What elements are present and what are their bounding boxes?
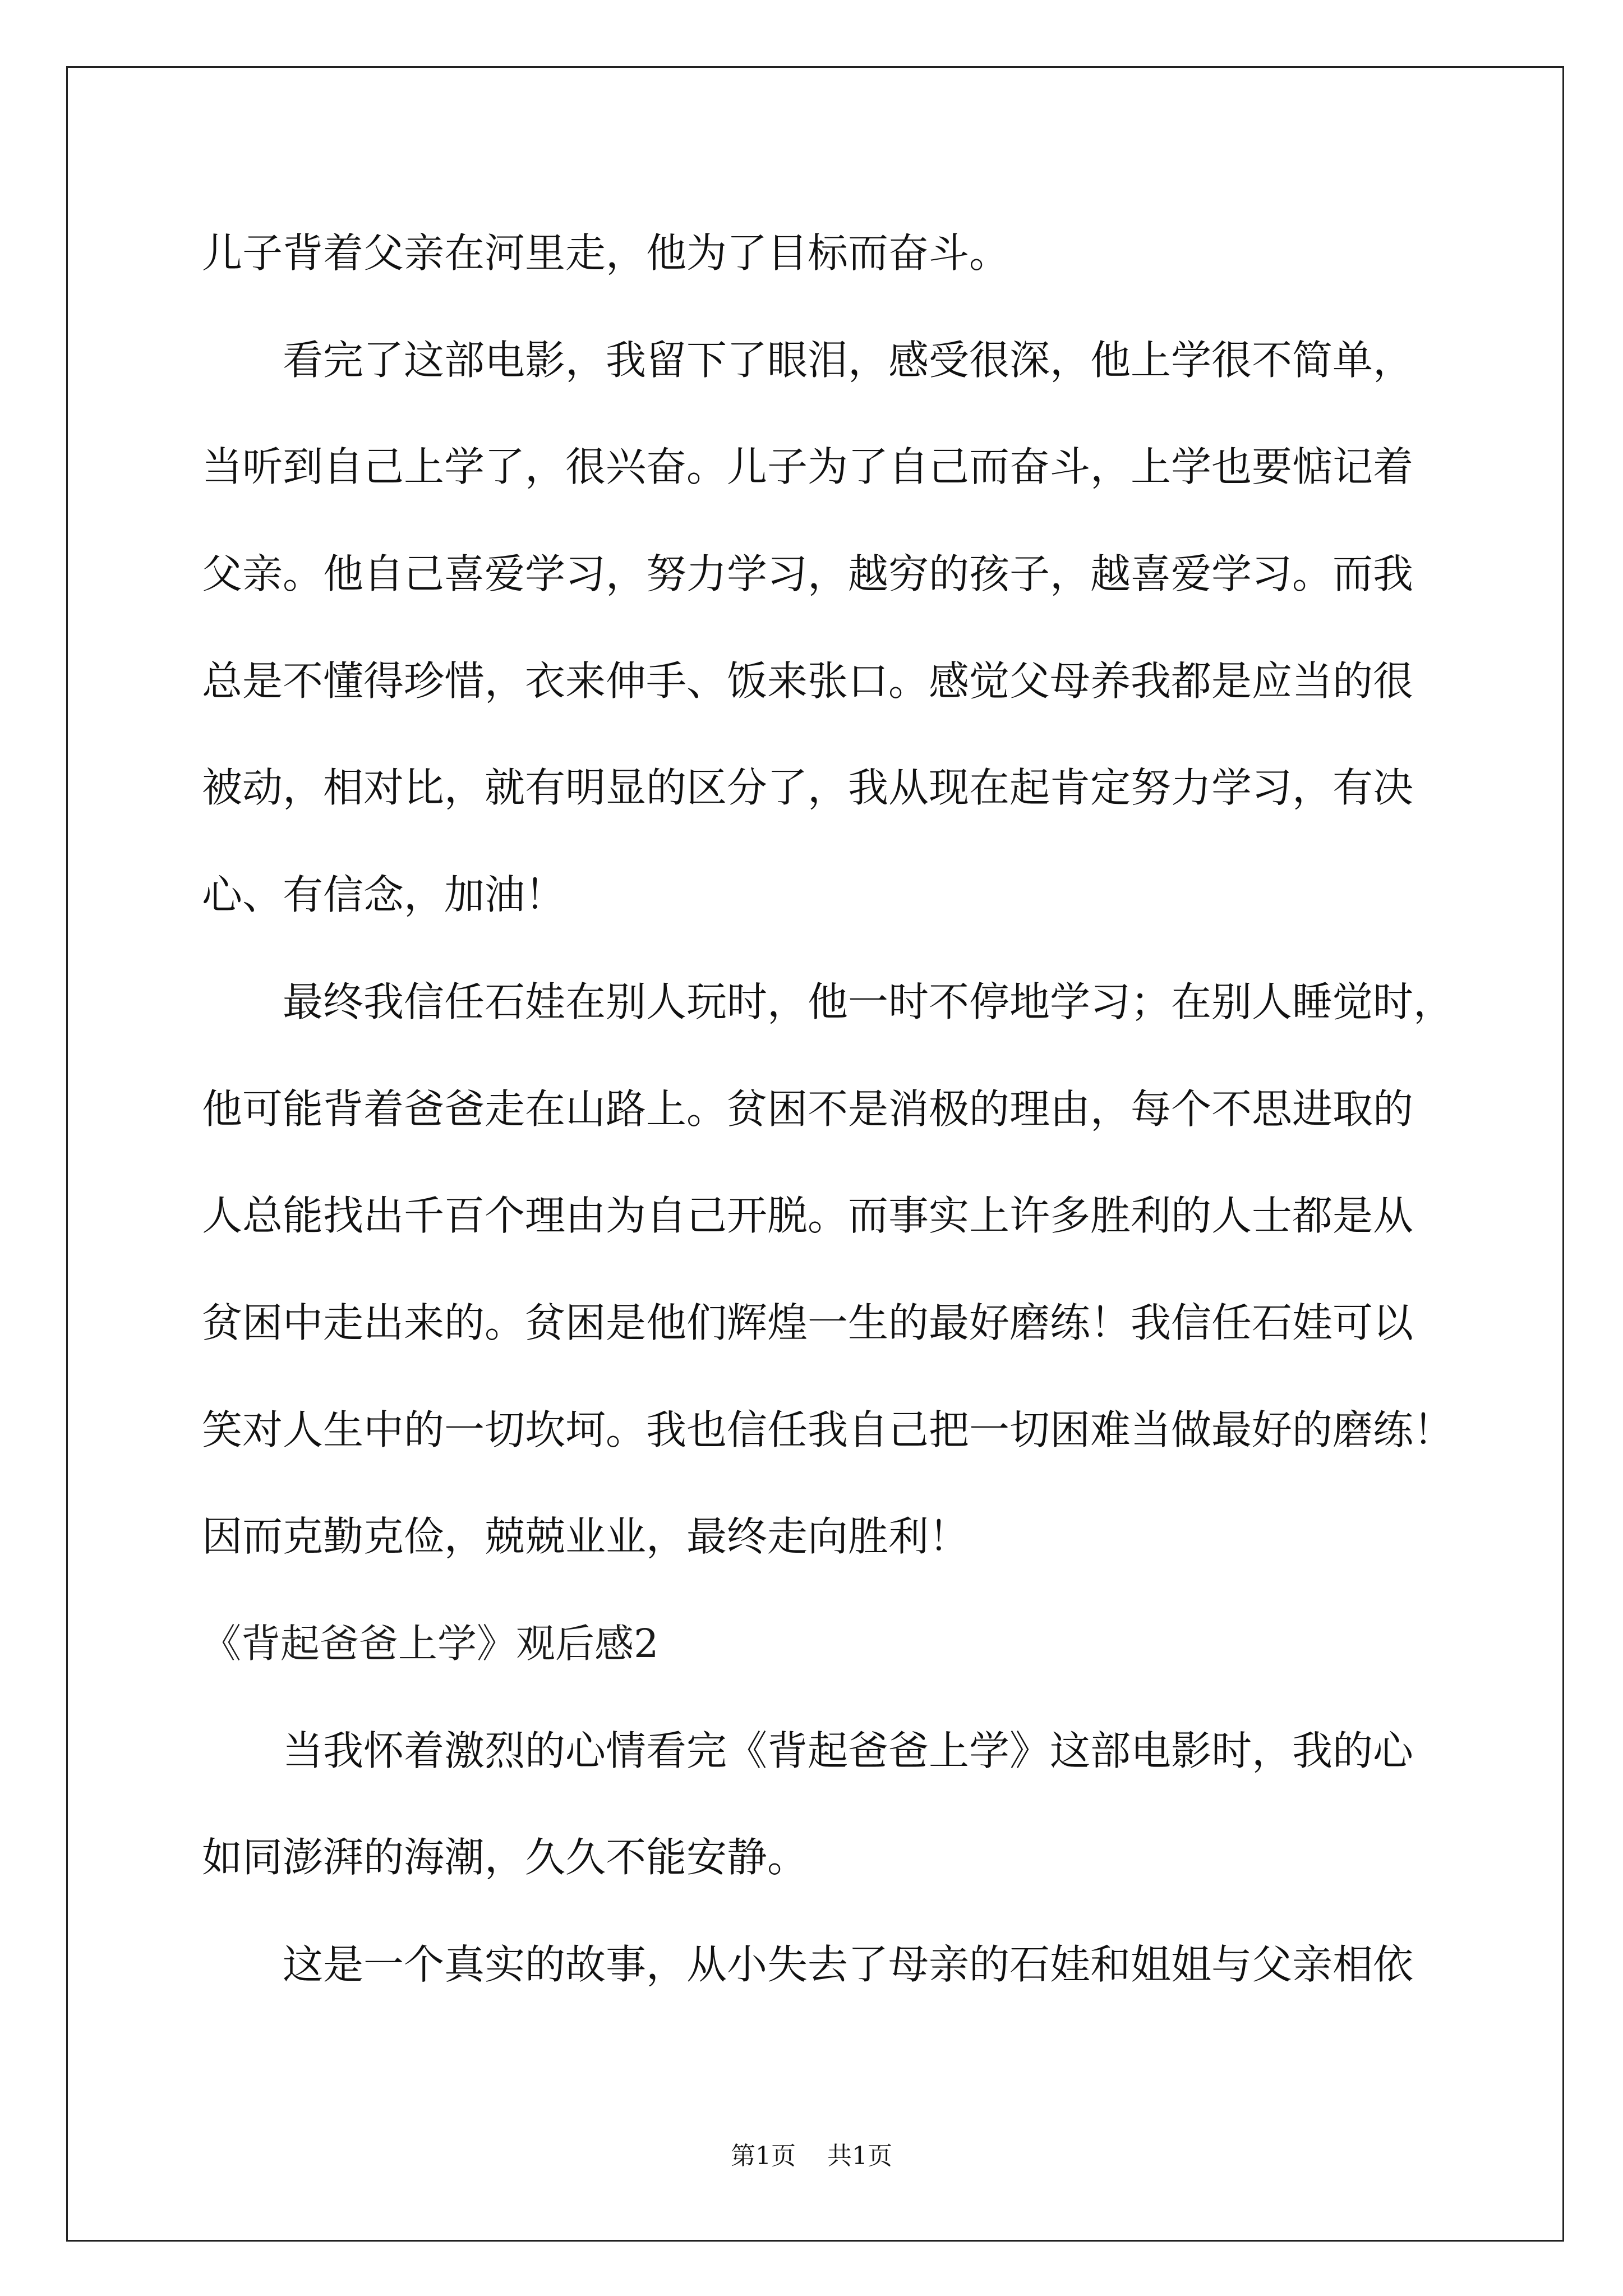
body-line: 儿子背着父亲在河里走，他为了目标而奋斗。: [202, 229, 1010, 277]
section-heading: 《背起爸爸上学》观后感2: [202, 1620, 659, 1667]
body-line: 因而克勤克俭，兢兢业业，最终走向胜利！: [202, 1513, 970, 1561]
paragraph-start-line: 最终我信任石娃在别人玩时，他一时不停地学习；在别人睡觉时，: [283, 978, 1454, 1025]
body-line: 贫困中走出来的。贫困是他们辉煌一生的最好磨练！我信任石娃可以: [202, 1299, 1414, 1346]
body-line: 他可能背着爸爸走在山路上。贫困不是消极的理由，每个不思进取的: [202, 1085, 1414, 1133]
body-line: 人总能找出千百个理由为自己开脱。而事实上许多胜利的人士都是从: [202, 1192, 1414, 1240]
body-line: 当听到自己上学了，很兴奋。儿子为了自己而奋斗，上学也要惦记着: [202, 443, 1414, 491]
page-total: 共1页: [827, 2142, 892, 2170]
page-number: 第1页: [731, 2142, 796, 2170]
body-line: 被动，相对比，就有明显的区分了，我从现在起肯定努力学习，有决: [202, 764, 1414, 812]
paragraph-start-line: 看完了这部电影，我留下了眼泪，感受很深，他上学很不简单，: [283, 336, 1414, 384]
document-body: [202, 200, 1548, 2018]
body-line: 如同澎湃的海潮，久久不能安静。: [202, 1834, 808, 1881]
paragraph-start-line: 当我怀着激烈的心情看完《背起爸爸上学》这部电影时，我的心: [283, 1727, 1414, 1774]
body-line: 总是不懂得珍惜，衣来伸手、饭来张口。感觉父母养我都是应当的很: [202, 657, 1414, 705]
body-line: 心、有信念，加油！: [202, 871, 566, 919]
page-footer: [0, 2137, 1623, 2175]
paragraph-start-line: 这是一个真实的故事，从小失去了母亲的石娃和姐姐与父亲相依: [283, 1941, 1414, 1988]
body-line: 笑对人生中的一切坎坷。我也信任我自己把一切困难当做最好的磨练！: [202, 1406, 1454, 1453]
body-line: 父亲。他自己喜爱学习，努力学习，越穷的孩子，越喜爱学习。而我: [202, 550, 1414, 598]
